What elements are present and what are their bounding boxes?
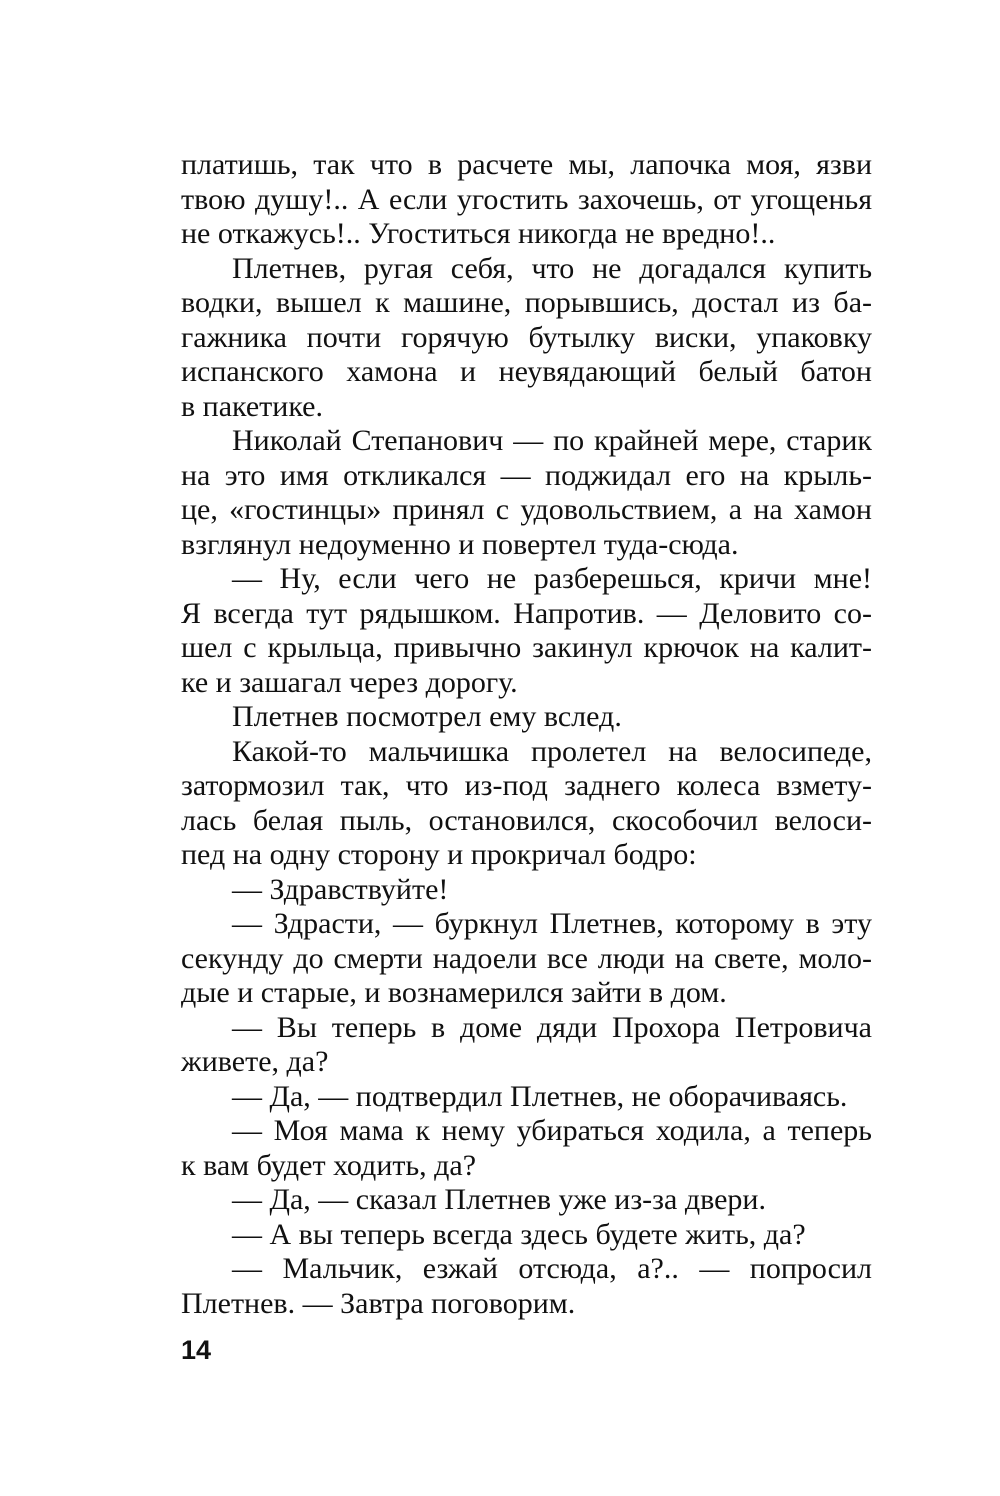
- book-page-text: [181, 148, 872, 1321]
- text-line: Я всегда тут рядышком. Напротив. — Деловито со-: [181, 596, 872, 630]
- text-line: на это имя откликался — поджидал его на крыль-: [181, 458, 872, 492]
- text-line: — Вы теперь в доме дяди Прохора Петровича: [232, 1010, 872, 1044]
- page-number: 14: [181, 1335, 212, 1365]
- text-line: дые и старые, и вознамерился зайти в дом.: [181, 976, 727, 1009]
- text-line: пед на одну сторону и прокричал бодро:: [181, 838, 697, 871]
- text-line: Плетнев посмотрел ему вслед.: [232, 700, 622, 733]
- text-line: гажника почти горячую бутылку виски, упаковку: [181, 320, 872, 354]
- text-line: — Моя мама к нему убираться ходила, а теперь: [232, 1114, 872, 1147]
- text-line: водки, вышел к машине, порывшись, достал из ба-: [181, 286, 872, 319]
- text-line: затормозил так, что из-под заднего колеса взмету-: [181, 769, 872, 802]
- text-line: — А вы теперь всегда здесь будете жить, да?: [232, 1217, 806, 1251]
- text-line: живете, да?: [181, 1045, 329, 1078]
- text-line: не откажусь!.. Угоститься никогда не вредно!..: [181, 217, 776, 250]
- text-line: — Да, — сказал Плетнев уже из-за двери.: [232, 1183, 766, 1216]
- text-line: шел с крыльца, привычно закинул крючок на калит-: [181, 631, 872, 664]
- text-line: — Мальчик, езжай отсюда, а?.. — попросил: [232, 1252, 872, 1285]
- text-line: — Здрасти, — буркнул Плетнев, которому в эту: [232, 907, 872, 940]
- text-line: Плетнев, ругая себя, что не догадался купить: [232, 251, 872, 285]
- text-line: платишь, так что в расчете мы, лапочка моя, язви: [181, 148, 872, 181]
- text-line: взглянул недоуменно и повертел туда-сюда.: [181, 527, 739, 561]
- text-line: ке и зашагал через дорогу.: [181, 665, 518, 699]
- text-line: испанского хамона и неувядающий белый батон: [181, 355, 872, 388]
- text-line: це, «гостинцы» принял с удовольствием, а на хамон: [181, 493, 872, 526]
- text-line: к вам будет ходить, да?: [181, 1148, 477, 1182]
- text-line: Плетнев. — Завтра поговорим.: [181, 1286, 576, 1320]
- text-line: Какой-то мальчишка пролетел на велосипеде,: [232, 734, 872, 768]
- text-line: в пакетике.: [181, 389, 323, 423]
- text-line: Николай Степанович — по крайней мере, старик: [232, 424, 872, 457]
- text-line: твою душу!.. А если угостить захочешь, от угощенья: [181, 182, 872, 216]
- text-line: — Здравствуйте!: [232, 872, 449, 906]
- text-line: секунду до смерти надоели все люди на свете, моло-: [181, 941, 872, 975]
- text-line: — Да, — подтвердил Плетнев, не оборачиваясь.: [232, 1079, 848, 1113]
- text-line: — Ну, если чего не разберешься, кричи мне!: [232, 562, 872, 595]
- text-line: лась белая пыль, остановился, скособочил велоси-: [181, 803, 872, 837]
